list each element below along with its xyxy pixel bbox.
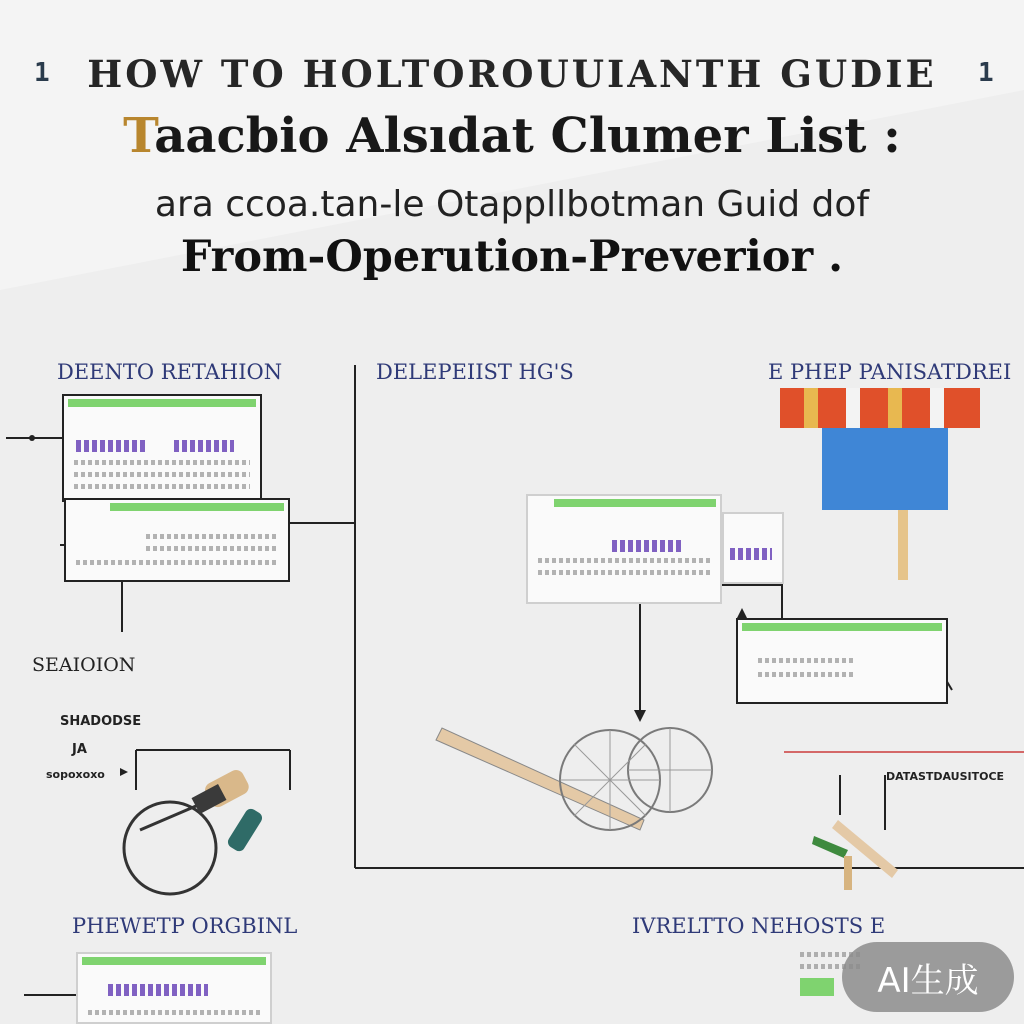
title-rest: aacbio Alsıdat Clumer List : xyxy=(154,108,901,164)
panel-preparation xyxy=(736,618,948,704)
panel-highlight xyxy=(76,440,146,452)
label-mid-left-sub: SHADODSE xyxy=(60,714,142,729)
label-mid-left-tag: sopoxoxo xyxy=(46,768,105,781)
title-line-1: HOW TO HOLTOROUUIANTH GUDIE xyxy=(87,52,937,96)
panel-row xyxy=(758,658,856,663)
awning-sign-icon xyxy=(780,384,980,584)
panel-highlight xyxy=(108,984,208,996)
label-top-left: DEENTO RETAHION xyxy=(57,360,283,384)
panel-retention-main xyxy=(62,394,262,502)
wrench-tool-icon xyxy=(120,760,300,900)
panel-highlight xyxy=(730,548,772,560)
label-bottom-left: PHEWETP ORGBINL xyxy=(72,914,298,938)
panel-header-bar xyxy=(742,623,942,631)
cleaning-tool-icon xyxy=(808,800,908,900)
title-mark-right: 1 xyxy=(978,58,994,88)
label-right-tag: DATASTDAUSITOCE xyxy=(886,770,1005,783)
panel-row xyxy=(758,672,856,677)
panel-highlight xyxy=(174,440,234,452)
panel-row xyxy=(538,558,710,563)
subtitle-line-bold: From-Operution-Preverior . xyxy=(180,232,844,282)
panel-row xyxy=(74,472,250,477)
panel-dependencies xyxy=(526,494,722,604)
panel-green-block xyxy=(800,978,834,996)
label-mid-left: SEAIOION xyxy=(32,654,136,676)
title-mark-left: 1 xyxy=(34,58,50,88)
title-initial: T xyxy=(123,108,155,164)
panel-row xyxy=(146,546,278,551)
subtitle-line: ara ccoa.tan-le Otappllbotman Guid dof xyxy=(154,184,870,225)
panel-header-bar xyxy=(110,503,284,511)
panel-header-bar xyxy=(554,499,716,507)
panel-dependencies-side xyxy=(722,512,784,584)
saw-blade-icon xyxy=(430,720,730,850)
panel-row xyxy=(74,460,250,465)
panel-header-bar xyxy=(68,399,256,407)
panel-row xyxy=(74,484,250,489)
panel-row xyxy=(538,570,710,575)
panel-bottom-left xyxy=(76,952,272,1024)
panel-highlight xyxy=(612,540,682,552)
panel-header-bar xyxy=(82,957,266,965)
ai-generated-watermark: AI生成 xyxy=(842,942,1014,1012)
label-top-right: E PHEP PANISATDREI xyxy=(768,360,1012,384)
label-mid-left-mark: JA xyxy=(72,742,87,757)
panel-retention-detail xyxy=(64,498,290,582)
panel-row xyxy=(76,560,278,565)
label-bottom-right: IVRELTTO NEHOSTS E xyxy=(632,914,886,938)
panel-row xyxy=(88,1010,260,1015)
panel-row xyxy=(146,534,278,539)
label-top-mid: DELEPEIIST HG'S xyxy=(376,360,574,384)
